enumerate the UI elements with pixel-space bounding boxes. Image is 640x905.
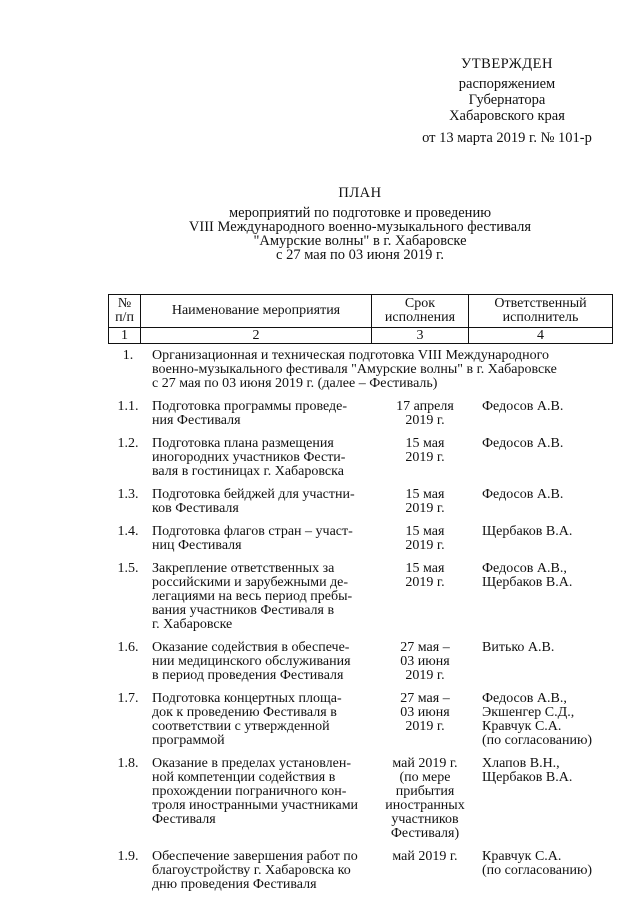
table-row: [108, 850, 618, 892]
document-title: [140, 186, 580, 262]
row-activity: Обеспечение завершения работ по благоустройству г. Хабаровска ко дню проведения Фестиваля: [152, 849, 358, 892]
table-row: [108, 525, 618, 553]
row-activity: Закрепление ответственных за российскими и зарубежными де- легациями на весь период пребы- вания участников Фестиваля в г. Хабаровске: [152, 561, 353, 632]
row-term: 27 мая – 03 июня 2019 г.: [400, 691, 450, 734]
row-responsible: Федосов А.В.: [482, 399, 564, 414]
row-term: май 2019 г. (по мере прибытия иностранных участников Фестиваля): [385, 756, 465, 841]
table-row: [108, 757, 618, 841]
approval-heading: УТВЕРЖДЕН: [461, 56, 553, 72]
title-heading: ПЛАН: [338, 185, 382, 201]
header-responsible: Ответственный исполнитель: [469, 295, 613, 328]
title-line: VIII Международного военно-музыкального фестиваля: [188, 219, 532, 235]
row-term: 27 мая – 03 июня 2019 г.: [400, 640, 450, 683]
section-number: 1.: [122, 348, 134, 363]
row-number: 1.7.: [117, 691, 139, 706]
row-number: 1.4.: [117, 524, 139, 539]
row-term: 15 мая 2019 г.: [405, 487, 445, 516]
row-activity: Подготовка флагов стран – участ- ниц Фестиваля: [152, 524, 353, 553]
table-row: [108, 437, 618, 479]
row-number: 1.5.: [117, 561, 139, 576]
title-line: мероприятий по подготовке и проведению: [228, 205, 492, 221]
column-number: 4: [469, 328, 613, 344]
header-name: Наименование мероприятия: [141, 295, 372, 328]
row-number: 1.8.: [117, 756, 139, 771]
row-activity: Оказание в пределах установлен- ной компетенции содействия в прохождении пограничного кон- троля иностранными участниками Фестиваля: [152, 756, 359, 827]
row-responsible: Витько А.В.: [482, 640, 555, 655]
row-responsible: Кравчук С.А. (по согласованию): [482, 849, 593, 878]
approval-line: Хабаровского края: [449, 108, 565, 124]
row-activity: Подготовка программы проведе- ния Фестиваля: [152, 399, 348, 428]
approval-line: распоряжением: [458, 76, 556, 92]
row-activity: Подготовка бейджей для участни- ков Фестиваля: [152, 487, 355, 516]
approval-block: [392, 56, 622, 146]
header-num: № п/п: [109, 295, 141, 328]
row-term: май 2019 г.: [392, 849, 458, 864]
row-responsible: Федосов А.В., Экшенгер С.Д., Кравчук С.А. (по согласованию): [482, 691, 593, 748]
row-term: 15 мая 2019 г.: [405, 561, 445, 590]
row-number: 1.6.: [117, 640, 139, 655]
title-line: с 27 мая по 03 июня 2019 г.: [276, 247, 444, 263]
approval-date: от 13 марта 2019 г. № 101-р: [422, 130, 592, 146]
row-activity: Подготовка концертных площа- док к проведению Фестиваля в соответствии с утвержденной программой: [152, 691, 342, 748]
section-row: [108, 349, 618, 391]
row-activity: Оказание содействия в обеспече- нии медицинского обслуживания в период проведения Фестиваля: [152, 640, 351, 683]
row-term: 17 апреля 2019 г.: [396, 399, 454, 428]
section-title: Организационная и техническая подготовка VIII Международного военно-музыкального фестиваля "Амурские волны" в г. Хабаровске с 27 мая по 03 июня 2019 г. (далее – Фестиваль): [152, 348, 557, 391]
table-header: [108, 294, 613, 344]
approval-line: Губернатора: [468, 92, 546, 108]
row-term: 15 мая 2019 г.: [405, 524, 445, 553]
table-row: [108, 692, 618, 748]
row-term: 15 мая 2019 г.: [405, 436, 445, 465]
table-row: [108, 641, 618, 683]
row-number: 1.9.: [117, 849, 139, 864]
row-number: 1.3.: [117, 487, 139, 502]
row-number: 1.2.: [117, 436, 139, 451]
row-responsible: Федосов А.В., Щербаков В.А.: [482, 561, 573, 590]
row-responsible: Хлапов В.Н., Щербаков В.А.: [482, 756, 573, 785]
column-number: 2: [141, 328, 372, 344]
plan-rows: [108, 349, 618, 901]
table-row: [108, 400, 618, 428]
row-responsible: Федосов А.В.: [482, 487, 564, 502]
row-responsible: Федосов А.В.: [482, 436, 564, 451]
column-number: 1: [109, 328, 141, 344]
row-number: 1.1.: [117, 399, 139, 414]
table-row: [108, 488, 618, 516]
title-line: "Амурские волны" в г. Хабаровске: [253, 233, 467, 249]
row-responsible: Щербаков В.А.: [482, 524, 573, 539]
row-activity: Подготовка плана размещения иногородних участников Фести- валя в гостиницах г. Хабаровска: [152, 436, 346, 479]
table-row: [108, 562, 618, 632]
column-number: 3: [372, 328, 469, 344]
header-term: Срок исполнения: [372, 295, 469, 328]
